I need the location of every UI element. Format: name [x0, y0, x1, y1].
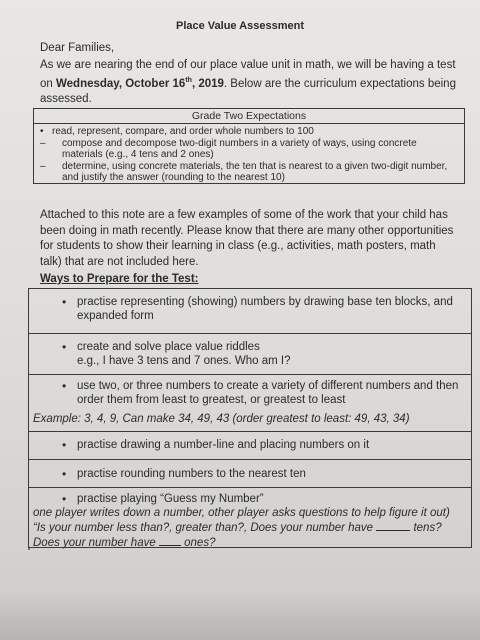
ways-table: [28, 288, 472, 548]
bullet-icon: •: [62, 340, 67, 354]
list-item: • use two, or three numbers to create a variety of different numbers and then order them from least to greatest, or greatest to least Example: 3, 4, 9, Can make 34, 49, 43 (order greatest to least: 49, 43, 34): [29, 375, 471, 432]
list-item: • create and solve place value riddles e.g., I have 3 tens and 7 ones. Who am I?: [29, 334, 471, 375]
list-item: • practise rounding numbers to the nearest ten: [29, 460, 471, 488]
list-item: • practise representing (showing) numbers by drawing base ten blocks, and expanded form: [29, 289, 471, 334]
expectation-sub: – determine, using concrete materials, the ten that is nearest to a given two-digit number, and justify the answer (rounding to the nearest 10): [40, 160, 448, 183]
intro-before: As we are nearing the end of our place value unit in math, we will be having a test on: [40, 59, 456, 90]
example-text: Example: 3, 4, 9, Can make 34, 49, 43 (order greatest to least: 49, 43, 34): [33, 413, 410, 425]
test-date: Wednesday, October 16th, 2019: [56, 77, 224, 90]
blank-line: [159, 535, 181, 546]
bullet-icon: •: [62, 379, 67, 393]
attached-paragraph: Attached to this note are a few examples of some of the work that your child has been doing in math recently. Please know that there are many other opportunities for students to show their learning in class (e.g., activities, math posters, math talk) that are not included here.: [40, 209, 454, 268]
dash-icon: –: [40, 137, 46, 149]
speck: [28, 548, 30, 550]
expectations-heading: Grade Two Expectations: [34, 109, 464, 124]
intro-after: . Below are the curriculum expectations being assessed.: [40, 77, 456, 105]
list-item: • practise drawing a number-line and placing numbers on it: [29, 432, 471, 460]
dash-icon: –: [40, 160, 46, 172]
bullet-icon: •: [62, 438, 67, 452]
bullet-icon: •: [62, 492, 67, 506]
page-title: Place Value Assessment: [175, 20, 304, 32]
paper-shadow: [0, 590, 480, 640]
expectation-main: • read, represent, compare, and order whole numbers to 100: [40, 126, 314, 137]
intro-paragraph: [40, 58, 458, 107]
expectation-sub: – compose and decompose two-digit numbers in a variety of ways, using concrete materials (e.g., 4 tens and 2 ones): [40, 137, 417, 160]
bullet-icon: •: [62, 295, 67, 309]
bullet-icon: •: [62, 467, 67, 481]
expectations-box: [33, 108, 465, 184]
greeting: Dear Families,: [40, 42, 115, 54]
game-instructions: one player writes down a number, other player asks questions to help figure it out) “Is your number less than?, greater than?, Does your number have tens? Does your number have ones?: [33, 507, 450, 549]
list-item: • practise playing “Guess my Number” one player writes down a number, other player asks questions to help figure it out) “Is your number less than?, greater than?, Does your number have tens? Does your number have ones?: [29, 488, 471, 548]
blank-line: [376, 520, 410, 531]
bullet-icon: •: [40, 126, 44, 137]
ways-heading: Ways to Prepare for the Test:: [40, 273, 199, 285]
